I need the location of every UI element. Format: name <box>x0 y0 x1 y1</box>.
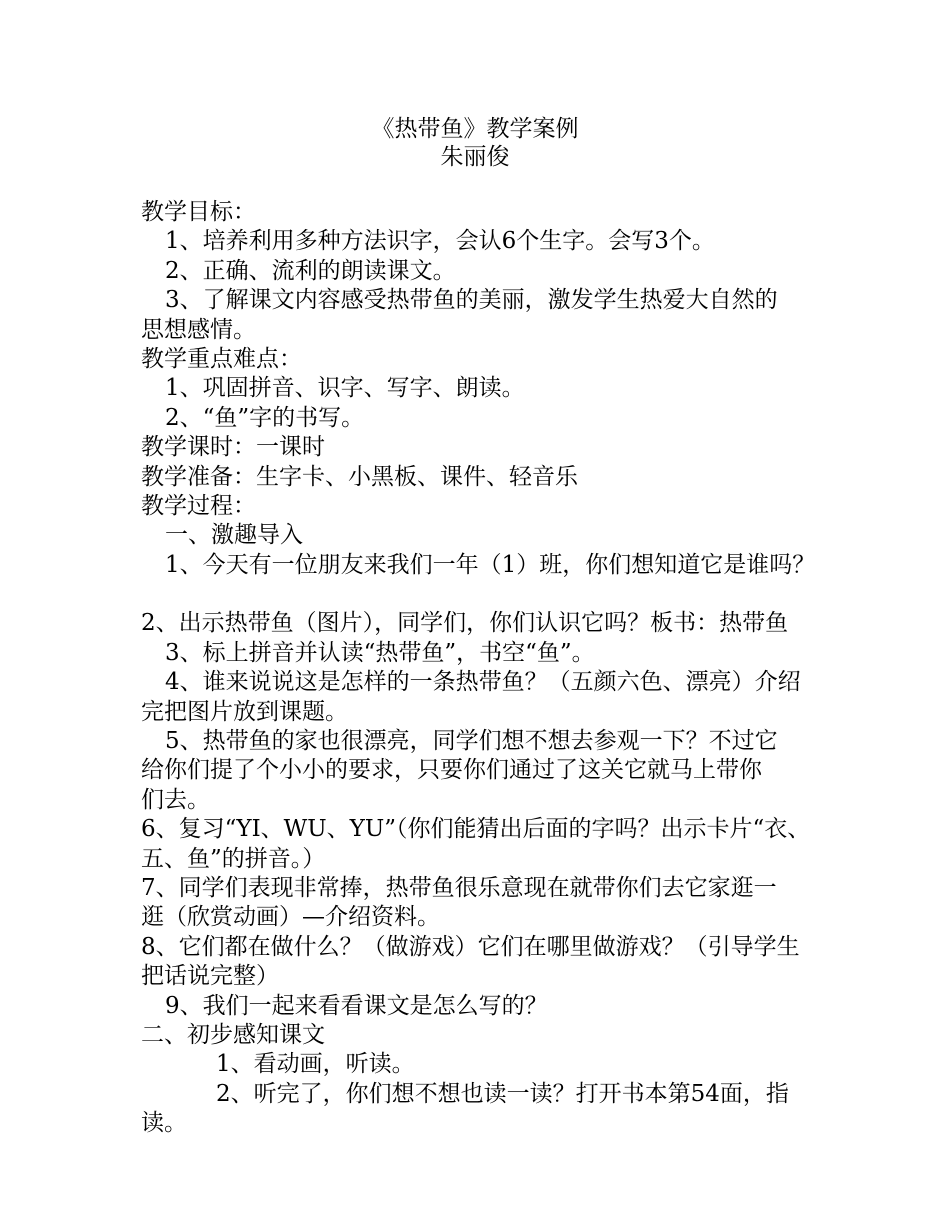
text-line: 读。 <box>141 1110 187 1137</box>
text-line: 们去。 <box>141 786 210 813</box>
text-line: 1、培养利用多种方法识字，会认6个生字。会写3个。 <box>165 228 715 255</box>
text-line: 教学课时：一课时 <box>141 434 325 461</box>
text-line: 逛（欣赏动画）—介绍资料。 <box>141 904 440 931</box>
text-line: 教学准备：生字卡、小黑板、课件、轻音乐 <box>141 463 578 490</box>
text-line: 2、正确、流利的朗读课文。 <box>165 257 456 284</box>
text-line: 给你们提了个小小的要求，只要你们通过了这关它就马上带你 <box>141 757 762 784</box>
text-line: 8、它们都在做什么？（做游戏）它们在哪里做游戏？（引导学生 <box>141 933 800 960</box>
text-line: 1、看动画，听读。 <box>216 1051 415 1078</box>
text-line: 2、听完了，你们想不想也读一读？打开书本第54面，指 <box>216 1080 789 1107</box>
text-line: 3、了解课文内容感受热带鱼的美丽，激发学生热爱大自然的 <box>165 287 778 314</box>
text-line: 教学过程： <box>141 493 256 520</box>
text-line: 4、谁来说说这是怎样的一条热带鱼？（五颜六色、漂亮）介绍 <box>165 669 801 696</box>
text-line: 二、初步感知课文 <box>141 1021 325 1048</box>
text-line: 3、标上拼音并认读“热带鱼”，书空“鱼”。 <box>165 639 595 666</box>
document-title: 《热带鱼》教学案例 <box>371 116 579 142</box>
text-line: 把话说完整） <box>141 963 279 990</box>
document-body <box>141 198 841 1139</box>
text-line: 1、巩固拼音、识字、写字、朗读。 <box>165 375 525 402</box>
document-author: 朱丽俊 <box>440 144 510 170</box>
text-line: 完把图片放到课题。 <box>141 698 348 725</box>
text-line: 5、热带鱼的家也很漂亮，同学们想不想去参观一下？不过它 <box>165 727 778 754</box>
text-line: 7、同学们表现非常捧，热带鱼很乐意现在就带你们去它家逛一 <box>141 874 777 901</box>
text-line: 1、今天有一位朋友来我们一年（1）班，你们想知道它是谁吗？ <box>165 551 816 578</box>
text-line: 6、复习“YI、WU、YU”（你们能猜出后面的字吗？出示卡片“衣、 <box>141 816 811 843</box>
text-line: 教学目标： <box>141 199 256 225</box>
text-line: 一、激趣导入 <box>165 522 303 549</box>
text-line: 2、出示热带鱼（图片），同学们，你们认识它吗？板书：热带鱼 <box>141 610 789 637</box>
text-line: 2、“鱼”字的书写。 <box>165 404 365 431</box>
text-line: 教学重点难点： <box>141 346 302 373</box>
text-line: 五、鱼”的拼音。） <box>141 845 326 872</box>
text-line: 思想感情。 <box>141 316 256 343</box>
text-line: 9、我们一起来看看课文是怎么写的？ <box>165 992 548 1019</box>
